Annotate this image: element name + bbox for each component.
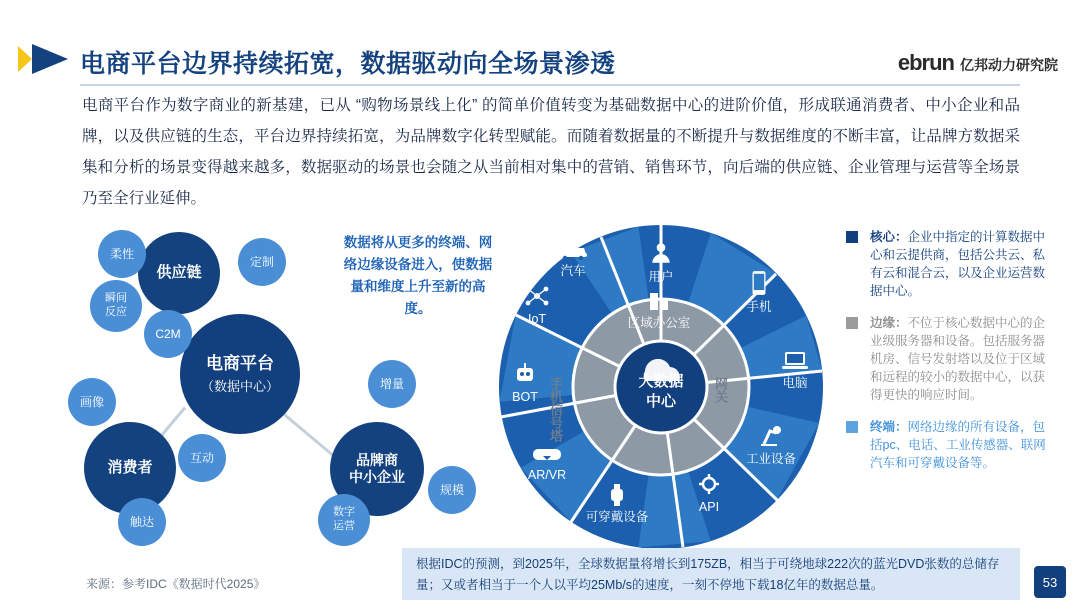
node-interaction[interactable] <box>178 434 226 482</box>
node-label: 瞬间 <box>105 292 127 305</box>
node-portrait[interactable] <box>68 378 116 426</box>
legend-text-core: 企业中指定的计算数据中心和云提供商，包括公共云、私有云和混合云，以及企业运营数据中心。 <box>870 230 1046 298</box>
octagon-core-label <box>611 372 711 411</box>
node-label: 画像 <box>79 394 104 409</box>
node-ecommerce-platform[interactable] <box>180 314 300 434</box>
api-icon <box>696 472 722 496</box>
node-label: 增量 <box>379 376 404 391</box>
segment-api[interactable]: API <box>664 472 754 515</box>
node-sublabel: 运营 <box>333 520 355 532</box>
robot-arm-icon <box>758 424 784 448</box>
node-label: 品牌商 <box>356 451 398 468</box>
node-increment[interactable] <box>368 360 416 408</box>
node-label: 规模 <box>439 482 464 497</box>
segment-user[interactable]: 用户 <box>616 240 706 285</box>
legend-text-terminal: 网络边缘的所有设备，包括pc、电话、工业传感器、联网汽车和可穿戴设备等。 <box>870 420 1046 470</box>
node-sublabel: （数据中心） <box>200 378 279 394</box>
segment-phone[interactable]: 手机 <box>714 270 804 315</box>
segment-iot[interactable]: IoT <box>492 284 582 327</box>
segment-industrial-equipment[interactable]: 工业设备 <box>726 424 816 467</box>
brand-subname: 亿邦动力研究院 <box>960 57 1058 73</box>
legend-title-terminal: 终端： <box>870 420 908 434</box>
car-icon <box>557 242 589 260</box>
node-sublabel: 中小企业 <box>349 469 405 485</box>
legend-title-edge: 边缘： <box>870 316 908 330</box>
intro-paragraph: 电商平台作为数字商业的新基建，已从 “购物场景线上化” 的简单价值转变为基础数据中心的进阶价值，形成联通消费者、中小企业和品牌，以及供应链的生态，平台边界持续拓宽，为品牌数字化转型赋能。而随着数据量的不断提升与数据维度的不断丰富，让品牌方数据采集和分析的场景变得越来越多，数据驱动的场景也会随之从当前相对集中的营销、销售环节，向后端的供应链、企业管理与运营等全场景乃至全行业延伸。 <box>82 97 1020 207</box>
node-label: 柔性 <box>109 246 134 261</box>
segment-arvr[interactable]: AR/VR <box>502 444 592 483</box>
legend-swatch-terminal <box>846 421 858 433</box>
node-sublabel: 反应 <box>105 306 127 318</box>
core-line-1: 大数据 <box>638 373 684 390</box>
node-label: 电商平台 <box>206 354 274 374</box>
node-instant-response[interactable] <box>90 280 142 332</box>
node-label: 定制 <box>249 254 274 269</box>
title-divider <box>80 84 1020 86</box>
node-customization[interactable] <box>238 238 286 286</box>
ring-label-right: 网关 <box>713 377 728 403</box>
bot-icon <box>512 362 538 386</box>
node-scale[interactable] <box>428 466 476 514</box>
node-label: 供应链 <box>156 263 202 281</box>
brand-name: ebrun <box>897 50 954 75</box>
node-c2m[interactable] <box>144 310 192 358</box>
legend-item-edge <box>846 314 1056 404</box>
ring-label-left: 手机信号塔 <box>548 377 563 442</box>
node-label: C2M <box>155 326 181 341</box>
source-note: 来源：参考IDC《数据时代2025》 <box>86 577 266 591</box>
arrow-right-icon <box>18 44 74 74</box>
page-title: 电商平台边界持续拓宽，数据驱动向全场景渗透 <box>80 50 616 78</box>
node-flexible[interactable] <box>98 230 146 278</box>
laptop-icon <box>781 350 809 372</box>
node-digital-ops[interactable] <box>318 494 370 546</box>
node-label: 触达 <box>129 514 154 529</box>
node-label: 数字 <box>333 506 355 519</box>
vr-headset-icon <box>532 444 562 464</box>
node-reach[interactable] <box>118 498 166 546</box>
legend-title-core: 核心： <box>870 230 908 244</box>
legend-swatch-edge <box>846 317 858 329</box>
office-building-icon <box>647 290 671 312</box>
node-label: 消费者 <box>107 458 153 476</box>
page-header <box>0 18 1080 80</box>
wearable-icon <box>603 484 631 506</box>
callout-text: 数据将从更多的终端、网络边缘设备进入，使数据量和维度上升至新的高度。 <box>343 235 493 316</box>
segment-wearable[interactable]: 可穿戴设备 <box>572 484 662 525</box>
core-line-2: 中心 <box>645 392 676 410</box>
segment-bot[interactable]: BOT <box>480 362 570 405</box>
legend-item-terminal <box>846 418 1056 472</box>
page-number-badge: 53 <box>1034 566 1066 598</box>
segment-computer[interactable]: 电脑 <box>750 350 840 391</box>
legend-text-edge: 不位于核心数据中心的企业级服务器和设备。包括服务器机房、信号发射塔以及位于区域和远程的较小的数据中心，以获得更快的响应时间。 <box>870 316 1046 402</box>
footnote-bar <box>402 548 1020 600</box>
brand-logo <box>898 50 1058 76</box>
segment-car[interactable]: 汽车 <box>528 242 618 279</box>
node-label: 互动 <box>189 450 214 465</box>
legend <box>846 228 1056 486</box>
user-icon <box>648 240 674 266</box>
footnote-text: 根据IDC的预测，到2025年，全球数据量将增长到175ZB，相当于可绕地球222次的蓝光DVD张数的总储存量；又或者相当于一个人以平均25Mb/s的速度，一刻不停地下载18亿年的数据总量。 <box>416 557 1000 592</box>
iot-node-icon <box>524 284 550 308</box>
smartphone-icon <box>749 270 769 296</box>
legend-item-core <box>846 228 1056 300</box>
legend-swatch-core <box>846 231 858 243</box>
segment-regional-office[interactable]: 区域办公室 <box>614 290 704 331</box>
data-center-octagon <box>486 222 836 552</box>
node-supply-chain[interactable] <box>138 232 220 314</box>
